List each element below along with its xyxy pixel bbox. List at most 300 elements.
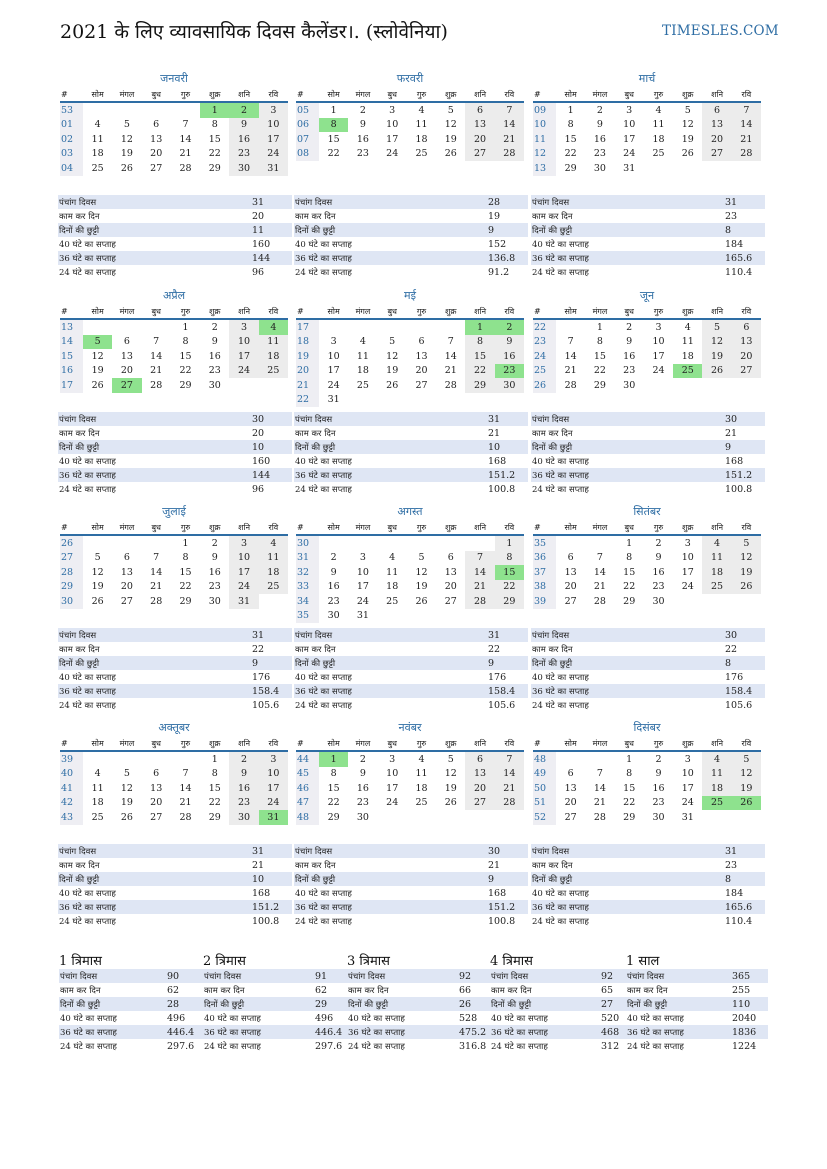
- stat-value: 20: [252, 427, 265, 439]
- week-row: [296, 565, 524, 580]
- day-cell: 15: [327, 782, 340, 794]
- month-stats: [531, 628, 765, 712]
- stat-value: 365: [731, 969, 768, 983]
- stat-value: 27: [600, 997, 626, 1011]
- stat-label: काम कर दिन: [295, 428, 336, 439]
- weekday-header: रवि: [732, 87, 761, 102]
- stat-row: [58, 844, 292, 858]
- summary-stats: [59, 969, 203, 1053]
- stat-value: 10: [251, 872, 292, 886]
- day-cell: 16: [327, 581, 340, 593]
- day-cell: 7: [182, 768, 189, 780]
- day-cell: 2: [330, 552, 337, 564]
- day-cell: 23: [623, 365, 636, 377]
- weekday-header: रवि: [732, 736, 761, 751]
- week-row: [533, 796, 761, 811]
- day-cell: 11: [259, 551, 288, 566]
- week-number: 21: [296, 378, 319, 393]
- day-cell: 29: [327, 811, 340, 823]
- day-cell: 6: [447, 552, 454, 564]
- stat-label: पंचांग दिवस: [531, 628, 724, 642]
- day-cell: 29: [623, 595, 636, 607]
- stat-label: 24 घंटे का सप्ताह: [295, 700, 352, 711]
- stat-label: 36 घंटे का सप्ताह: [294, 251, 487, 265]
- weekday-header: मंगल: [112, 304, 141, 319]
- day-cell: 13: [732, 335, 761, 350]
- weekday-header-row: [533, 304, 761, 319]
- day-cell: 13: [120, 566, 133, 578]
- day-cell: 1: [182, 537, 189, 549]
- day-cell: 13: [415, 350, 428, 362]
- day-cell: 13: [120, 350, 133, 362]
- month-name: फरवरी: [396, 72, 424, 85]
- weekday-header: मंगल: [348, 520, 377, 535]
- stat-row: [294, 886, 528, 900]
- day-cell: 18: [91, 797, 104, 809]
- stat-row: [294, 670, 528, 684]
- stat-row: [531, 872, 765, 886]
- stat-row: [490, 983, 626, 997]
- stat-label: 36 घंटे का सप्ताह: [58, 251, 251, 265]
- day-cell: 19: [120, 797, 133, 809]
- stat-value: 168: [488, 455, 507, 467]
- stat-value: 31: [251, 844, 292, 858]
- weekday-header: सोम: [556, 520, 585, 535]
- day-cell: 13: [564, 566, 577, 578]
- stat-label: 24 घंटे का सप्ताह: [59, 700, 116, 711]
- day-cell: 24: [386, 797, 399, 809]
- stat-label: पंचांग दिवस: [203, 969, 314, 983]
- week-number: 06: [296, 118, 319, 133]
- stat-label: 24 घंटे का सप्ताह: [59, 267, 116, 278]
- day-cell: 27: [465, 147, 494, 162]
- stat-label: 40 घंटे का सप्ताह: [59, 456, 116, 467]
- day-cell: [585, 535, 614, 551]
- summary-stats: [203, 969, 347, 1053]
- stat-label: 40 घंटे का सप्ताह: [60, 1013, 117, 1024]
- weekday-header: सोम: [556, 736, 585, 751]
- week-row: [60, 319, 288, 335]
- day-cell: [378, 319, 407, 335]
- week-number: 44: [296, 751, 319, 767]
- stat-value: 151.2: [251, 900, 292, 914]
- stat-label: 24 घंटे का सप्ताह: [532, 267, 589, 278]
- stat-value: 168: [725, 455, 744, 467]
- weekday-header: #: [60, 87, 83, 102]
- stat-value: 2040: [732, 1012, 757, 1024]
- day-cell: 28: [179, 811, 192, 823]
- day-cell: [83, 751, 112, 767]
- day-cell: 10: [356, 566, 369, 578]
- stat-label: काम कर दिन: [491, 985, 532, 996]
- stat-row: [58, 223, 292, 237]
- stat-row: [203, 969, 347, 983]
- day-cell: 29: [208, 811, 221, 823]
- month-april: [60, 290, 288, 393]
- day-cell: 17: [229, 565, 258, 580]
- stat-label: पंचांग दिवस: [626, 969, 731, 983]
- stat-row: [58, 858, 292, 872]
- day-cell: 30: [356, 811, 369, 823]
- day-cell: 26: [415, 595, 428, 607]
- week-row: [533, 349, 761, 364]
- day-cell: 10: [229, 551, 258, 566]
- day-cell: 27: [150, 162, 163, 174]
- day-cell: 26: [681, 148, 694, 160]
- brand-link[interactable]: TIMESLES.COM: [662, 23, 779, 39]
- day-cell: 5: [684, 104, 691, 116]
- weekday-header: मंगल: [112, 520, 141, 535]
- weekday-header: सोम: [556, 87, 585, 102]
- stat-value: 9: [487, 223, 528, 237]
- day-cell: 23: [652, 581, 665, 593]
- day-cell: 12: [444, 768, 457, 780]
- weekday-header-row: [60, 520, 288, 535]
- week-number: 03: [60, 147, 83, 162]
- week-row: [60, 551, 288, 566]
- stat-label: 36 घंटे का सप्ताह: [294, 684, 487, 698]
- weekday-header-row: [533, 520, 761, 535]
- week-row: [60, 594, 288, 609]
- stat-row: [294, 195, 528, 209]
- stat-label: 24 घंटे का सप्ताह: [491, 1041, 548, 1052]
- day-cell: 10: [681, 552, 694, 564]
- day-cell: 18: [681, 350, 694, 362]
- day-cell: 2: [359, 753, 366, 765]
- day-cell: 4: [702, 751, 731, 767]
- day-cell: 9: [330, 566, 337, 578]
- day-cell: 23: [208, 365, 221, 377]
- day-cell: [465, 535, 494, 551]
- week-number: 16: [60, 364, 83, 379]
- week-row: [60, 781, 288, 796]
- stat-row: [294, 223, 528, 237]
- day-cell: 14: [179, 782, 192, 794]
- day-cell: 8: [319, 118, 348, 133]
- week-row: [533, 378, 761, 393]
- day-cell: 12: [120, 133, 133, 145]
- stat-value: 28: [487, 195, 528, 209]
- stat-value: 255: [732, 984, 751, 996]
- stat-value: 1836: [731, 1025, 768, 1039]
- day-cell: 11: [652, 119, 665, 131]
- weekday-header: शुक्र: [673, 304, 702, 319]
- stat-label: 24 घंटे का सप्ताह: [59, 916, 116, 927]
- day-cell: [142, 751, 171, 767]
- week-row: [296, 118, 524, 133]
- stat-label: 36 घंटे का सप्ताह: [626, 1025, 731, 1039]
- month-stats: [58, 412, 292, 496]
- stat-row: [531, 914, 765, 928]
- week-number: 33: [296, 580, 319, 595]
- week-row: [60, 132, 288, 147]
- day-cell: 6: [153, 119, 160, 131]
- day-cell: 20: [150, 148, 163, 160]
- stat-value: 496: [315, 1012, 334, 1024]
- day-cell: 24: [623, 148, 636, 160]
- day-cell: 26: [91, 595, 104, 607]
- day-cell: 24: [652, 365, 665, 377]
- month-name: सितंबर: [633, 505, 661, 518]
- day-cell: 20: [564, 797, 577, 809]
- summary-title: 3 त्रिमास: [347, 954, 390, 969]
- day-cell: 30: [495, 378, 524, 393]
- stat-row: [58, 684, 292, 698]
- stat-row: [531, 900, 765, 914]
- stat-label: काम कर दिन: [532, 428, 573, 439]
- day-cell: 13: [465, 118, 494, 133]
- month-table: [296, 520, 524, 623]
- month-name: मार्च: [638, 72, 656, 85]
- stat-row: [59, 1011, 203, 1025]
- day-cell: [465, 393, 494, 408]
- day-cell: 19: [681, 133, 694, 145]
- stat-label: पंचांग दिवस: [58, 844, 251, 858]
- day-cell: 8: [330, 768, 337, 780]
- week-row: [533, 118, 761, 133]
- stat-row: [531, 237, 765, 251]
- day-cell: 10: [259, 767, 288, 782]
- weekday-header: #: [60, 736, 83, 751]
- weekday-header-row: [296, 304, 524, 319]
- month-stats: [294, 628, 528, 712]
- day-cell: 23: [229, 147, 258, 162]
- day-cell: 17: [356, 581, 369, 593]
- stat-label: दिनों की छुट्टी: [58, 656, 251, 670]
- stat-label: 36 घंटे का सप्ताह: [347, 1025, 458, 1039]
- month-march: [533, 73, 761, 176]
- day-cell: 20: [732, 349, 761, 364]
- day-cell: 29: [208, 162, 221, 174]
- stat-row: [294, 684, 528, 698]
- day-cell: 21: [179, 148, 192, 160]
- week-number: 25: [533, 364, 556, 379]
- day-cell: 28: [564, 379, 577, 391]
- day-cell: 2: [211, 321, 218, 333]
- stat-label: 24 घंटे का सप्ताह: [60, 1041, 117, 1052]
- stat-row: [294, 209, 528, 223]
- week-row: [296, 810, 524, 825]
- day-cell: 25: [386, 595, 399, 607]
- week-row: [296, 767, 524, 782]
- day-cell: 15: [208, 133, 221, 145]
- week-row: [60, 580, 288, 595]
- stat-value: 160: [252, 238, 271, 250]
- stat-row: [531, 698, 765, 712]
- stat-label: 40 घंटे का सप्ताह: [295, 239, 352, 250]
- week-number: 17: [296, 319, 319, 335]
- stat-label: दिनों की छुट्टी: [531, 223, 724, 237]
- day-cell: 14: [564, 350, 577, 362]
- stat-row: [294, 914, 528, 928]
- week-row: [60, 535, 288, 551]
- day-cell: 14: [495, 118, 524, 133]
- day-cell: [407, 609, 436, 624]
- day-cell: [142, 535, 171, 551]
- day-cell: 9: [359, 768, 366, 780]
- month-table: [533, 304, 761, 393]
- stat-row: [58, 440, 292, 454]
- weekday-header: #: [533, 87, 556, 102]
- weekday-header: रवि: [495, 520, 524, 535]
- week-number: 43: [60, 810, 83, 825]
- day-cell: 18: [386, 581, 399, 593]
- day-cell: 22: [327, 148, 340, 160]
- day-cell: 11: [386, 566, 399, 578]
- week-row: [533, 565, 761, 580]
- week-row: [296, 364, 524, 379]
- day-cell: [319, 535, 348, 551]
- day-cell: [142, 102, 171, 118]
- day-cell: 21: [732, 132, 761, 147]
- day-cell: [112, 102, 141, 118]
- day-cell: 16: [593, 133, 606, 145]
- day-cell: [348, 319, 377, 335]
- stat-label: 40 घंटे का सप्ताह: [627, 1013, 684, 1024]
- stat-value: 29: [314, 997, 347, 1011]
- day-cell: 19: [702, 349, 731, 364]
- weekday-header: बुध: [378, 304, 407, 319]
- week-row: [296, 378, 524, 393]
- day-cell: 19: [386, 365, 399, 377]
- month-stats: [294, 195, 528, 279]
- day-cell: 5: [447, 753, 454, 765]
- day-cell: 17: [386, 782, 399, 794]
- stat-label: पंचांग दिवस: [294, 195, 487, 209]
- stat-value: 136.8: [487, 251, 528, 265]
- stat-label: 40 घंटे का सप्ताह: [491, 1013, 548, 1024]
- day-cell: 4: [418, 104, 425, 116]
- day-cell: 13: [702, 118, 731, 133]
- day-cell: 13: [444, 566, 457, 578]
- stat-value: 176: [488, 671, 507, 683]
- week-row: [60, 810, 288, 825]
- day-cell: 27: [150, 811, 163, 823]
- day-cell: 23: [593, 148, 606, 160]
- month-table: [60, 736, 288, 825]
- stat-label: 40 घंटे का सप्ताह: [59, 239, 116, 250]
- day-cell: 27: [564, 811, 577, 823]
- weekday-header: #: [296, 304, 319, 319]
- summary-title: 1 साल: [626, 954, 660, 969]
- day-cell: 17: [229, 349, 258, 364]
- day-cell: 20: [564, 581, 577, 593]
- day-cell: 27: [702, 147, 731, 162]
- stat-label: पंचांग दिवस: [531, 195, 724, 209]
- stat-value: 446.4: [314, 1025, 347, 1039]
- stat-value: 10: [251, 440, 292, 454]
- day-cell: 1: [596, 321, 603, 333]
- day-cell: 2: [211, 537, 218, 549]
- month-table: [60, 520, 288, 609]
- weekday-header: सोम: [319, 304, 348, 319]
- day-cell: 10: [386, 768, 399, 780]
- stat-label: 36 घंटे का सप्ताह: [490, 1025, 600, 1039]
- day-cell: [644, 378, 673, 393]
- day-cell: 3: [684, 537, 691, 549]
- week-row: [296, 609, 524, 624]
- day-cell: 28: [495, 147, 524, 162]
- day-cell: 18: [91, 148, 104, 160]
- stat-row: [58, 195, 292, 209]
- summary-stats: [626, 969, 768, 1053]
- stat-value: 151.2: [487, 468, 528, 482]
- day-cell: 27: [732, 364, 761, 379]
- stat-row: [347, 997, 490, 1011]
- stat-label: दिनों की छुट्टी: [347, 997, 458, 1011]
- day-cell: 23: [229, 796, 258, 811]
- day-cell: [436, 609, 465, 624]
- weekday-header: मंगल: [112, 736, 141, 751]
- day-cell: 21: [593, 581, 606, 593]
- day-cell: [495, 393, 524, 408]
- stat-row: [59, 1025, 203, 1039]
- stat-value: 520: [601, 1012, 620, 1024]
- day-cell: 24: [386, 148, 399, 160]
- week-number: 48: [533, 751, 556, 767]
- day-cell: 25: [259, 364, 288, 379]
- day-cell: 15: [465, 349, 494, 364]
- stat-label: दिनों की छुट्टी: [59, 997, 166, 1011]
- stat-value: 168: [488, 887, 507, 899]
- stat-row: [294, 265, 528, 279]
- stat-value: 31: [251, 628, 292, 642]
- weekday-header-row: [60, 736, 288, 751]
- day-cell: 10: [229, 335, 258, 350]
- month-january: [60, 73, 288, 176]
- day-cell: [436, 319, 465, 335]
- stat-label: काम कर दिन: [60, 985, 101, 996]
- stat-label: काम कर दिन: [532, 211, 573, 222]
- day-cell: 3: [330, 336, 337, 348]
- stat-value: 297.6: [315, 1040, 343, 1052]
- day-cell: 7: [182, 119, 189, 131]
- week-number: 38: [533, 580, 556, 595]
- weekday-header-row: [296, 87, 524, 102]
- day-cell: 14: [732, 118, 761, 133]
- stat-row: [58, 209, 292, 223]
- stat-label: 24 घंटे का सप्ताह: [348, 1041, 405, 1052]
- month-name: अप्रैल: [162, 289, 186, 302]
- day-cell: 25: [652, 148, 665, 160]
- day-cell: 4: [259, 319, 288, 335]
- day-cell: [407, 535, 436, 551]
- weekday-header: मंगल: [585, 87, 614, 102]
- stat-value: 20: [252, 210, 265, 222]
- day-cell: [732, 594, 761, 609]
- day-cell: 25: [356, 379, 369, 391]
- day-cell: 25: [415, 148, 428, 160]
- day-cell: 26: [732, 796, 761, 811]
- day-cell: 28: [150, 595, 163, 607]
- day-cell: 20: [444, 581, 457, 593]
- weekday-header: #: [533, 520, 556, 535]
- month-table: [296, 304, 524, 407]
- day-cell: 27: [564, 595, 577, 607]
- day-cell: 21: [593, 797, 606, 809]
- stat-value: 92: [458, 969, 490, 983]
- stat-row: [58, 468, 292, 482]
- week-row: [60, 378, 288, 393]
- weekday-header: मंगल: [348, 304, 377, 319]
- day-cell: 20: [465, 132, 494, 147]
- stat-value: 9: [724, 440, 765, 454]
- day-cell: [585, 751, 614, 767]
- stat-row: [203, 1011, 347, 1025]
- stat-row: [490, 1025, 626, 1039]
- stat-label: पंचांग दिवस: [294, 628, 487, 642]
- stat-value: 105.6: [725, 699, 753, 711]
